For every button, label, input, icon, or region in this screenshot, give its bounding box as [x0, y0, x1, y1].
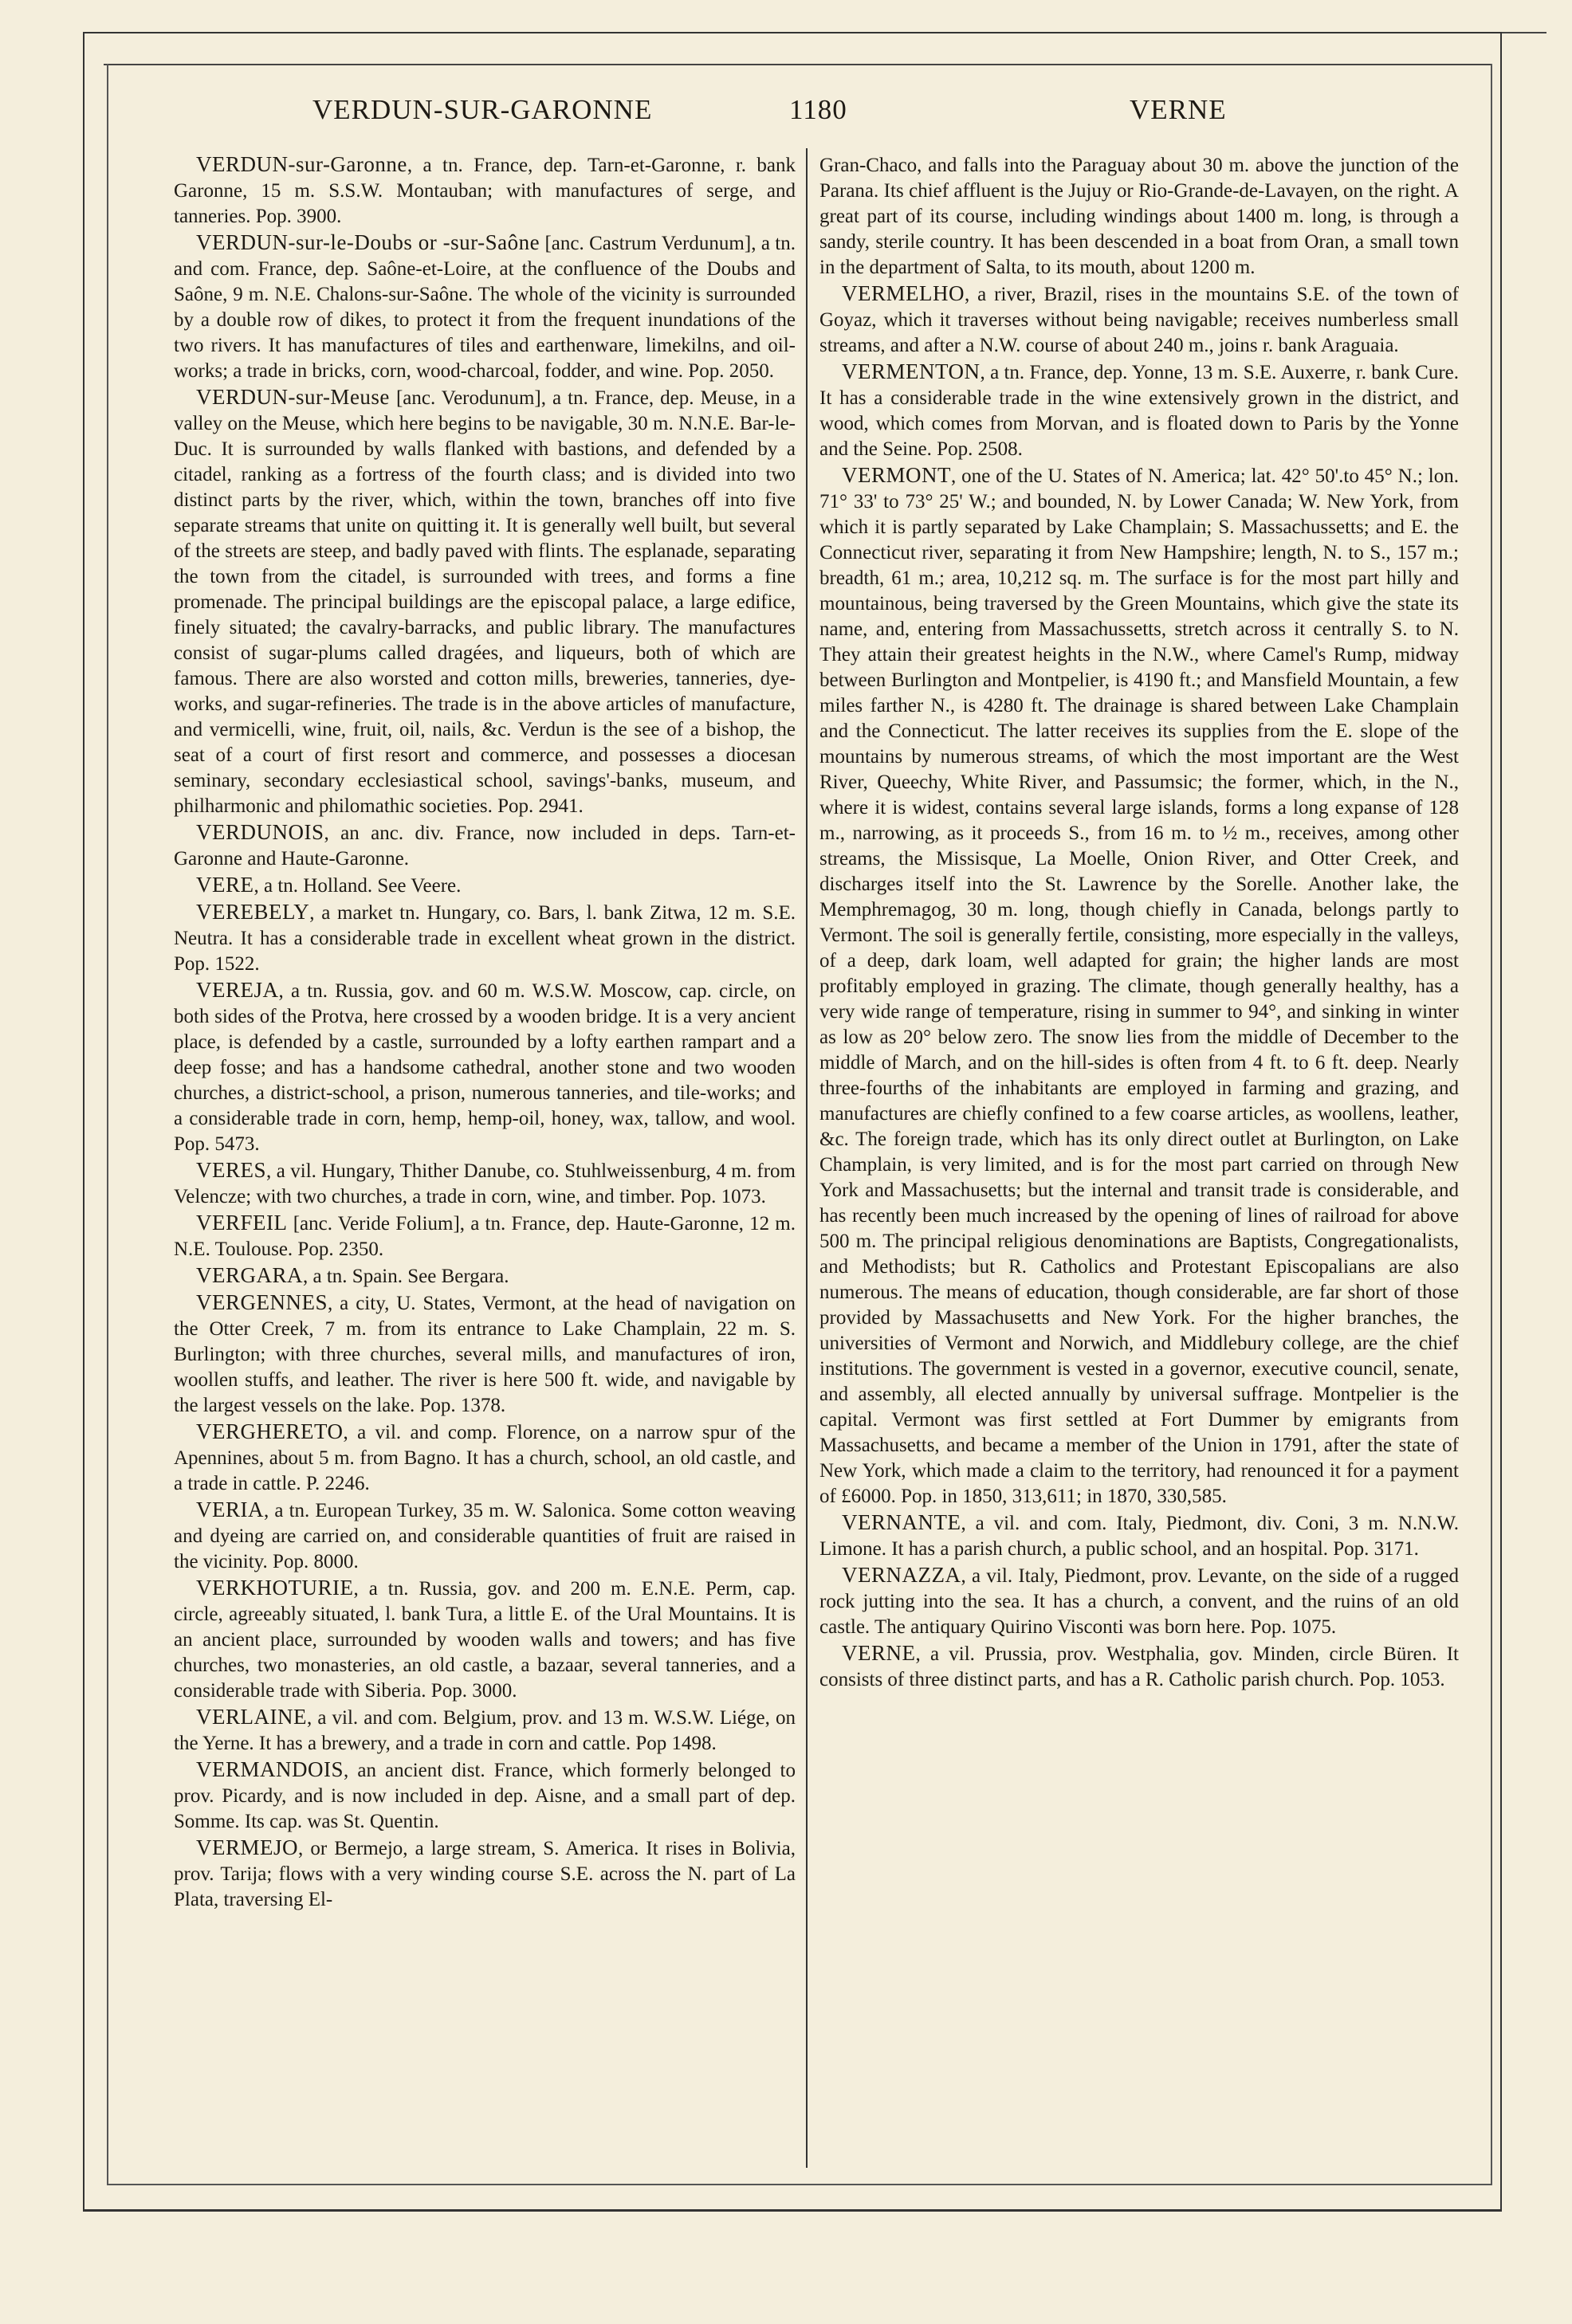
- running-header: [177, 94, 1462, 142]
- entry-text: , a tn. Russia, gov. and 200 m. E.N.E. Perm, cap. circle, agreeably situated, l. bank Tura, a little E. of the Ural Mountains. It is an ancient place, surrounded by wooden walls and towers; and has five churches, two monasteries, an old castle, a bazaar, several tanneries, and a considerable trade with Siberia. Pop. 3000.: [174, 1578, 796, 1702]
- gazetteer-entry: [174, 384, 796, 819]
- gazetteer-entry: [819, 281, 1459, 359]
- left-column: [174, 151, 796, 1913]
- entry-text: , one of the U. States of N. America; lat. 42° 50'.to 45° N.; lon. 71° 33' to 73° 25' W.; and bounded, N. by Lower Canada; W. New York, from which it is partly separated by Lake Champlain; S. Massachussetts; and E. the Connecticut river, separating it from New Hampshire; length, N. to S., 157 m.; breadth, 61 m.; area, 10,212 sq. m. The surface is for the most part hilly and mountainous, being traversed by the Green Mountains, which give the state its name, and, entering from Massachussetts, stretch across it centrally S. to N. They attain their greatest heights in the N.W., where Camel's Rump, midway between Burlington and Montpelier, is 4190 ft.; and Mansfield Mountain, a few miles farther N., is 4280 ft. The drainage is shared between Lake Champlain and the Connecticut. The latter receives its supplies from the E. slope of the mountains by numerous streams, of which the most important are the West River, Queechy, White River, and Passumsic; the former, which, in the N., where it is widest, contains several large islands, forms a long expanse of 128 m., narrowing, as it proceeds S., from 16 m. to ½ m., receives, among other streams, the Missisque, La Moelle, Onion River, and Otter Creek, and discharges itself into the St. Lawrence by the Sorelle. Another lake, the Memphremagog, 30 m. long, though chiefly in Canada, belongs partly to Vermont. The soil is generally fertile, consisting, more especially in the valleys, of a deep, dark loam, well adapted for grain; the higher lands are most profitably employed in grazing. The climate, though generally healthy, has a very wide range of temperature, rising in summer to 94°, and sinking in winter as low as 20° below zero. The snow lies from the middle of December to the middle of March, and on the hill-sides is often from 4 ft. to 6 ft. deep. Nearly three-fourths of the inhabitants are employed in farming and grazing, and manufactures are chiefly confined to a few coarse articles, as woollens, leather, &c. The foreign trade, which has its only direct outlet at Burlington, on Lake Champlain, is very limited, and is for the most part carried on through New York and Massachusetts; but the internal and transit trade is considerable, and has recently been much increased by the opening of lines of railroad for above 500 m. The principal religious denominations are Baptists, Congregationalists, and Methodists; but R. Catholics and Protestant Episcopalians are also numerous. The means of education, though considerable, are far short of those provided by Massachusetts and New York. For the higher branches, the universities of Vermont and Norwich, and Middlebury college, are the chief institutions. The government is vested in a governor, executive council, senate, and assembly, all elected annually by universal suffrage. Montpelier is the capital. Vermont was first settled at Fort Dummer by emigrants from Massachusetts, and became a member of the Union in 1791, after the state of New York, which made a claim to the territory, had renounced it for a payment of £6000. Pop. in 1850, 313,611; in 1870, 330,585.: [819, 465, 1459, 1507]
- gazetteer-entry: [174, 1497, 796, 1575]
- entry-headword: VERNAZZA: [842, 1563, 961, 1587]
- entry-text: , a vil. and com. Italy, Piedmont, div. Coni, 3 m. N.N.W. Limone. It has a parish church, a public school, and an hospital. Pop. 3171.: [819, 1513, 1459, 1560]
- entry-text: [anc. Castrum Verdunum], a tn. and com. France, dep. Saône-et-Loire, at the confluence of the Doubs and Saône, 9 m. N.E. Chalons-sur-Saône. The whole of the vicinity is surrounded by a double row of dikes, to protect it from the frequent inundations of the two rivers. It has manufactures of tiles and earthenware, limekilns, and oil-works; a trade in bricks, corn, wood-charcoal, fodder, and wine. Pop. 2050.: [174, 233, 796, 382]
- entry-text: Gran-Chaco, and falls into the Paraguay about 30 m. above the junction of the Parana. Its chief affluent is the Jujuy or Rio-Grande-de-Lavayen, on the right. A great part of its course, including windings about 1400 m. long, is through a sandy, sterile country. It has been descended in a boat from Oran, a small town in the department of Salta, to its mouth, about 1200 m.: [819, 155, 1459, 278]
- entry-headword: VERMEJO: [196, 1835, 299, 1859]
- entry-text: , a tn. France, dep. Tarn-et-Garonne, r. bank Garonne, 15 m. S.S.W. Montauban; with manufactures of serge, and tanneries. Pop. 3900.: [174, 155, 796, 227]
- entry-headword: VERE: [196, 873, 254, 897]
- entry-headword: VERES: [196, 1158, 267, 1182]
- entry-headword: VERGENNES: [196, 1290, 328, 1314]
- entry-text: , a tn. Russia, gov. and 60 m. W.S.W. Moscow, cap. circle, on both sides of the Protva, here crossed by a wooden bridge. It is a very ancient place, is defended by a castle, surrounded by a lofty earthen rampart and a deep fosse; and has a handsome cathedral, another stone and two wooden churches, a district-school, a prison, numerous tanneries, and tile-works; and a considerable trade in corn, hemp, hemp-oil, honey, wax, tallow, and wool. Pop. 5473.: [174, 980, 796, 1155]
- column-divider: [806, 148, 808, 2168]
- entry-text: , a tn. Spain. See Bergara.: [303, 1266, 509, 1287]
- entry-text: , a vil. and com. Belgium, prov. and 13 m. W.S.W. Liége, on the Yerne. It has a brewery, and a trade in corn and cattle. Pop 1498.: [174, 1707, 796, 1754]
- gazetteer-entry: [174, 151, 796, 230]
- gazetteer-entry: [174, 1835, 796, 1913]
- entry-headword: VERLAINE: [196, 1705, 307, 1729]
- entry-text: , a vil. Hungary, Thither Danube, co. Stuhlweissenburg, 4 m. from Velencze; with two churches, a trade in corn, wine, and timber. Pop. 1073.: [174, 1160, 796, 1207]
- gazetteer-entry: [174, 230, 796, 384]
- entry-text: , or Bermejo, a large stream, S. America. It rises in Bolivia, prov. Tarija; flows with a very winding course S.E. across the N. part of La Plata, traversing El-: [174, 1838, 796, 1910]
- gazetteer-entry: [174, 1157, 796, 1210]
- right-column: [819, 151, 1459, 1693]
- gazetteer-entry: [174, 1575, 796, 1704]
- gazetteer-entry: [174, 899, 796, 977]
- entry-text: , a vil. Prussia, prov. Westphalia, gov. Minden, circle Büren. It consists of three distinct parts, and has a R. Catholic parish church. Pop. 1053.: [819, 1643, 1459, 1690]
- entry-headword: VERNE: [842, 1641, 916, 1665]
- entry-headword: VERKHOTURIE: [196, 1576, 354, 1600]
- gazetteer-entry: [174, 1262, 796, 1290]
- entry-text: , a tn. France, dep. Yonne, 13 m. S.E. Auxerre, r. bank Cure. It has a considerable trade in the wine extensively grown in the district, and wood, which comes from Morvan, and is floated down to Paris by the Yonne and the Seine. Pop. 2508.: [819, 362, 1459, 460]
- entry-text: , a market tn. Hungary, co. Bars, l. bank Zitwa, 12 m. S.E. Neutra. It has a considerable trade in excellent wheat grown in the district. Pop. 1522.: [174, 902, 796, 975]
- header-right-guide-word: VERNE: [1130, 94, 1227, 125]
- entry-headword: VERDUN-sur-Garonne: [196, 152, 407, 176]
- entry-headword: VEREBELY: [196, 900, 310, 924]
- gazetteer-entry: [819, 1562, 1459, 1640]
- entry-headword: VERMONT: [842, 463, 951, 487]
- entry-headword: VEREJA: [196, 978, 279, 1002]
- entry-text: , a tn. Holland. See Veere.: [253, 875, 462, 897]
- entry-headword: VERGARA: [196, 1263, 304, 1287]
- entry-headword: VERNANTE: [842, 1510, 961, 1534]
- entry-headword: VERIA: [196, 1498, 264, 1521]
- entry-text: [anc. Veride Folium], a tn. France, dep. Haute-Garonne, 12 m. N.E. Toulouse. Pop. 2350.: [174, 1213, 796, 1260]
- entry-text: , a river, Brazil, rises in the mountains S.E. of the town of Goyaz, which it traverses without being navigable; receives numberless small streams, and after a N.W. course of about 240 m., joins r. bank Araguaia.: [819, 284, 1459, 356]
- gazetteer-entry: [174, 1704, 796, 1757]
- entry-headword: VERDUN-sur-Meuse: [196, 385, 390, 409]
- gazetteer-entry: [174, 1210, 796, 1262]
- gazetteer-entry: [174, 872, 796, 899]
- page-number: 1180: [789, 94, 847, 125]
- gazetteer-entry: [174, 1290, 796, 1419]
- gazetteer-entry: [819, 151, 1459, 281]
- gazetteer-entry: [819, 1509, 1459, 1562]
- entry-headword: VERMANDOIS: [196, 1757, 344, 1781]
- header-left-guide-word: VERDUN-SUR-GARONNE: [312, 94, 653, 125]
- gazetteer-entry: [819, 462, 1459, 1509]
- entry-text: , an ancient dist. France, which formerly belonged to prov. Picardy, and is now included in dep. Aisne, and a small part of dep. Somme. Its cap. was St. Quentin.: [174, 1760, 796, 1832]
- entry-text: , an anc. div. France, now included in deps. Tarn-et-Garonne and Haute-Garonne.: [174, 822, 796, 870]
- entry-headword: VERGHERETO: [196, 1419, 344, 1443]
- entry-text: [anc. Verodunum], a tn. France, dep. Meuse, in a valley on the Meuse, which here begins to be navigable, 30 m. N.N.E. Bar-le-Duc. It is surrounded by walls flanked with bastions, and defended by a citadel, ranking as a fortress of the fourth class; and is divided into two distinct parts by the river, which, within the town, branches off into five separate streams that unite on quitting it. It is generally well built, but several of the streets are steep, and badly paved with flints. The esplanade, separating the town from the citadel, is surrounded with trees, and forms a fine promenade. The principal buildings are the episcopal palace, a large edifice, finely situated; the cavalry-barracks, and public library. The manufactures consist of sugar-plums called dragées, and liqueurs, both of which are famous. There are also worsted and cotton mills, breweries, tanneries, dye-works, and sugar-refineries. The trade is in the above articles of manufacture, and vermicelli, wine, fruit, oil, nails, &c. Verdun is the see of a bishop, the seat of a court of first resort and commerce, and possesses a diocesan seminary, secondary ecclesiastical school, savings'-banks, museum, and philharmonic and philomathic societies. Pop. 2941.: [174, 387, 796, 817]
- entry-text: , a vil. and comp. Florence, on a narrow spur of the Apennines, about 5 m. from Bagno. It has a church, school, an old castle, and a trade in cattle. P. 2246.: [174, 1422, 796, 1494]
- gazetteer-entry: [174, 819, 796, 872]
- entry-headword: VERMELHO: [842, 281, 965, 305]
- entry-headword: VERDUNOIS: [196, 820, 324, 844]
- entry-text: , a vil. Italy, Piedmont, prov. Levante, on the side of a rugged rock jutting into the sea. It has a church, a convent, and the ruins of an old castle. The antiquary Quirino Visconti was born here. Pop. 1075.: [819, 1565, 1459, 1638]
- gazetteer-entry: [174, 1419, 796, 1497]
- gazetteer-entry: [819, 1640, 1459, 1693]
- gazetteer-entry: [819, 359, 1459, 462]
- gazetteer-entry: [174, 977, 796, 1157]
- entry-headword: VERDUN-sur-le-Doubs or -sur-Saône: [196, 230, 540, 254]
- entry-text: , a tn. European Turkey, 35 m. W. Salonica. Some cotton weaving and dyeing are carried on, and considerable quantities of fruit are raised in the vicinity. Pop. 8000.: [174, 1500, 796, 1572]
- gazetteer-entry: [174, 1757, 796, 1835]
- entry-text: , a city, U. States, Vermont, at the head of navigation on the Otter Creek, 7 m. from its entrance to Lake Champlain, 22 m. S. Burlington; with three churches, several mills, and manufactures of iron, woollen stuffs, and leather. The river is here 500 ft. wide, and navigable by the largest vessels on the lake. Pop. 1378.: [174, 1293, 796, 1416]
- entry-headword: VERFEIL: [196, 1211, 288, 1235]
- entry-headword: VERMENTON: [842, 359, 981, 383]
